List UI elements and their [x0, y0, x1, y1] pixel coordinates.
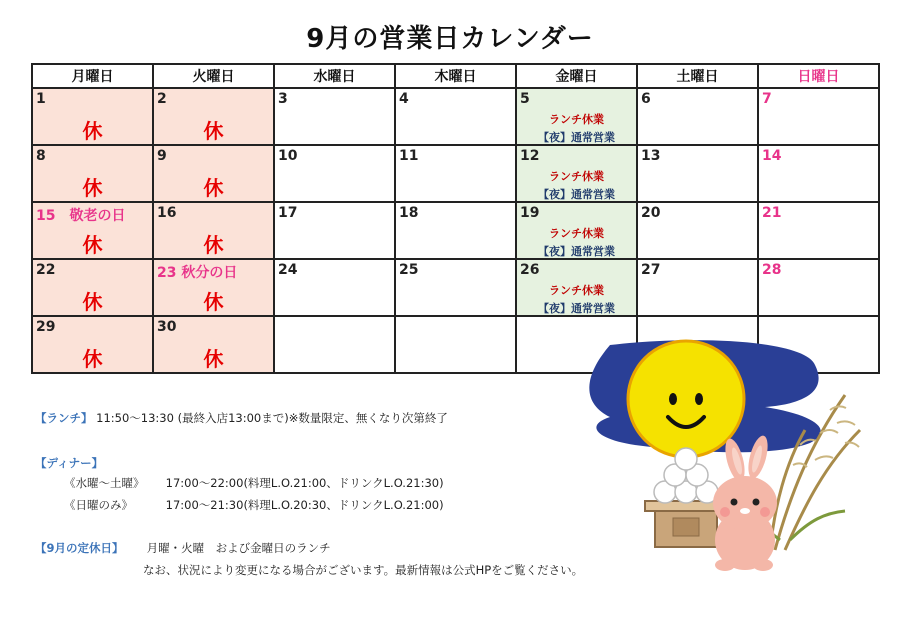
day-number: 8	[36, 148, 46, 164]
dinner-open-text: 【夜】通常営業	[538, 302, 615, 315]
week-row	[32, 145, 879, 202]
day-cell	[637, 259, 758, 316]
closed-mark: 休	[82, 290, 103, 314]
holiday-text: 月曜・火曜 および金曜日のランチ	[146, 541, 331, 555]
day-number: 13	[641, 148, 661, 164]
day-cell	[153, 316, 274, 373]
weekday-friday: 金曜日	[516, 64, 637, 88]
day-number: 14	[762, 148, 782, 164]
day-number: 25	[399, 262, 419, 278]
day-number: 3	[278, 91, 288, 107]
day-cell	[637, 145, 758, 202]
dinner-open-text: 【夜】通常営業	[538, 131, 615, 144]
day-number: 2	[157, 91, 167, 107]
day-number: 28	[762, 262, 782, 278]
day-cell	[32, 259, 153, 316]
weekday-thursday: 木曜日	[395, 64, 516, 88]
dinner-line1-text: 17:00～22:00(料理L.O.21:00、ドリンクL.O.21:30)	[165, 476, 444, 490]
day-cell	[395, 259, 516, 316]
rabbit-icon	[713, 434, 777, 571]
lunch-closed-text: ランチ休業	[549, 170, 604, 183]
day-number: 4	[399, 91, 409, 107]
notice-text: なお、状況により変更になる場合がございます。最新情報は公式HPをご覧ください。	[143, 563, 584, 577]
lunch-hours-text: 11:50～13:30 (最終入店13:00まで)※数量限定、無くなり次第終了	[96, 411, 448, 425]
day-number: 20	[641, 205, 661, 221]
day-cell	[153, 202, 274, 259]
week-row	[32, 259, 879, 316]
dinner-open-text: 【夜】通常営業	[538, 188, 615, 201]
tsukimi-illustration	[575, 335, 865, 580]
day-cell	[637, 202, 758, 259]
lunch-label: 【ランチ】	[35, 411, 93, 425]
empty-cell	[274, 316, 395, 373]
lunch-hours	[35, 410, 448, 426]
day-cell	[153, 145, 274, 202]
day-cell	[516, 145, 637, 202]
day-cell	[274, 145, 395, 202]
day-number: 6	[641, 91, 651, 107]
day-cell	[516, 88, 637, 145]
day-number: 10	[278, 148, 298, 164]
day-number: 17	[278, 205, 298, 221]
day-cell	[395, 145, 516, 202]
weekday-tuesday: 火曜日	[153, 64, 274, 88]
day-number: 5	[520, 91, 530, 107]
lunch-closed-text: ランチ休業	[549, 113, 604, 126]
day-number: 23 秋分の日	[157, 265, 238, 281]
day-cell	[274, 259, 395, 316]
day-cell	[32, 88, 153, 145]
day-cell	[32, 145, 153, 202]
dinner-line1-label: 《水曜～土曜》	[64, 476, 145, 490]
day-number: 15 敬老の日	[36, 208, 126, 224]
lunch-closed-text: ランチ休業	[549, 227, 604, 240]
day-number: 9	[157, 148, 167, 164]
dinner-line2-text: 17:00～21:30(料理L.O.20:30、ドリンクL.O.21:00)	[165, 498, 444, 512]
day-cell	[516, 259, 637, 316]
regular-holiday	[35, 540, 331, 556]
day-cell	[637, 88, 758, 145]
empty-cell	[395, 316, 516, 373]
day-number: 7	[762, 91, 772, 107]
closed-mark: 休	[203, 176, 224, 200]
day-number: 12	[520, 148, 540, 164]
holiday-label: 【9月の定休日】	[35, 541, 124, 555]
dinner-line2-label: 《日曜のみ》	[64, 498, 133, 512]
day-number: 29	[36, 319, 56, 335]
closed-mark: 休	[82, 119, 103, 143]
day-cell	[153, 259, 274, 316]
day-number: 11	[399, 148, 419, 164]
weekday-sunday: 日曜日	[758, 64, 879, 88]
day-cell	[32, 202, 153, 259]
closed-mark: 休	[82, 347, 103, 371]
day-number: 27	[641, 262, 661, 278]
week-row	[32, 88, 879, 145]
day-number: 30	[157, 319, 177, 335]
weekday-monday: 月曜日	[32, 64, 153, 88]
lunch-closed-text: ランチ休業	[549, 284, 604, 297]
day-number: 22	[36, 262, 56, 278]
dinner-line-wed-sat	[64, 475, 444, 491]
full-moon-icon	[628, 341, 744, 457]
calendar-table	[31, 63, 880, 374]
week-row	[32, 202, 879, 259]
page-title: 9月の営業日カレンダー	[306, 24, 594, 54]
day-cell	[516, 202, 637, 259]
day-number: 26	[520, 262, 540, 278]
closed-mark: 休	[203, 233, 224, 257]
dinner-open-text: 【夜】通常営業	[538, 245, 615, 258]
closed-mark: 休	[203, 119, 224, 143]
dinner-label-text: 【ディナー】	[35, 456, 104, 470]
day-cell	[153, 88, 274, 145]
day-cell	[758, 259, 879, 316]
closed-mark: 休	[82, 176, 103, 200]
day-cell	[395, 202, 516, 259]
weekday-header-row	[32, 64, 879, 88]
day-number: 18	[399, 205, 419, 221]
day-number: 16	[157, 205, 177, 221]
day-cell	[758, 202, 879, 259]
closed-mark: 休	[203, 347, 224, 371]
closed-mark: 休	[82, 233, 103, 257]
day-number: 24	[278, 262, 298, 278]
day-number: 19	[520, 205, 540, 221]
day-cell	[274, 88, 395, 145]
day-cell	[32, 316, 153, 373]
day-cell	[758, 145, 879, 202]
day-cell	[274, 202, 395, 259]
dinner-line-sun	[64, 497, 444, 513]
day-cell	[758, 88, 879, 145]
day-cell	[395, 88, 516, 145]
day-number: 1	[36, 91, 46, 107]
weekday-saturday: 土曜日	[637, 64, 758, 88]
dinner-label	[35, 455, 103, 471]
day-number: 21	[762, 205, 782, 221]
closed-mark: 休	[203, 290, 224, 314]
weekday-wednesday: 水曜日	[274, 64, 395, 88]
